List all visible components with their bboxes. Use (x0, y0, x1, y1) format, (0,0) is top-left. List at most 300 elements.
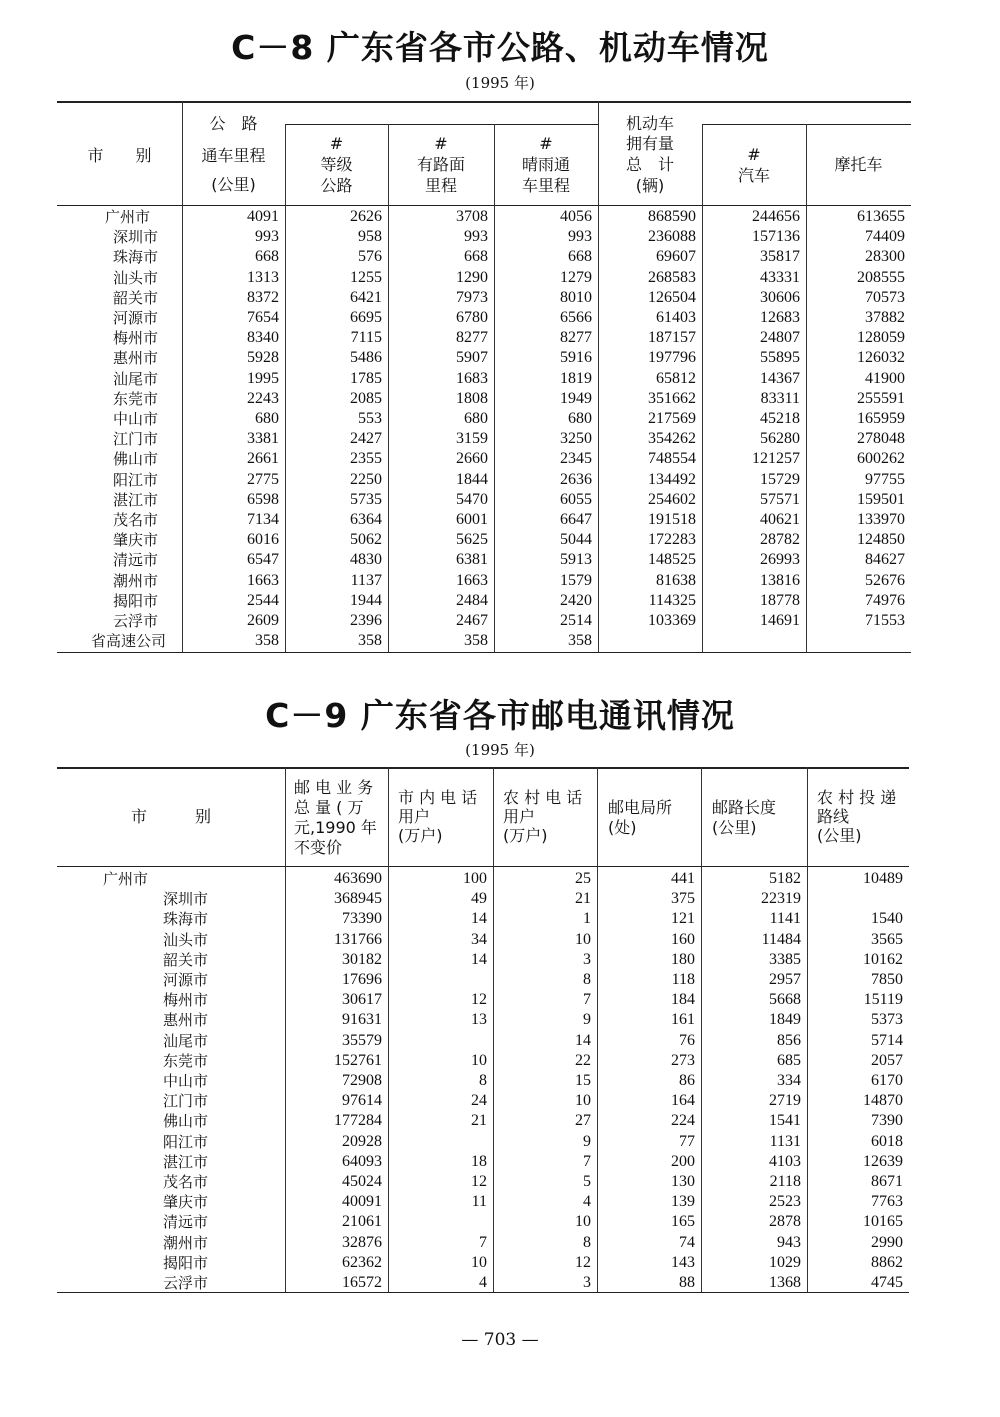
c8-cell-cars: 244656 (752, 208, 800, 225)
c8-cell-region: 肇庆市 (113, 531, 159, 550)
c8-cell-road: 2661 (247, 450, 279, 468)
c9-cell-offices: 165 (671, 1213, 695, 1231)
c9-cell-delivery: 4745 (871, 1274, 903, 1292)
c8-cell-allweather: 1579 (560, 571, 592, 589)
c9-header-urban-3: (万户) (398, 826, 443, 845)
c8-cell-allweather: 8010 (560, 288, 592, 306)
c8-cell-road: 8372 (247, 288, 279, 306)
c9-cell-postal: 16572 (342, 1274, 382, 1292)
c8-table-row (57, 268, 911, 288)
c9-cell-offices: 224 (671, 1112, 695, 1130)
c8-cell-cars: 40621 (760, 511, 800, 529)
c8-table-row (57, 429, 911, 449)
c9-table-row (57, 1233, 909, 1253)
c9-cell-postal: 62362 (342, 1253, 382, 1271)
c9-header-postal-1: 邮 电 业 务 (294, 778, 374, 797)
c9-cell-region: 佛山市 (163, 1112, 209, 1131)
c8-cell-allweather: 3250 (560, 430, 592, 448)
c8-cell-vehicles: 748554 (648, 450, 696, 468)
c9-cell-offices: 184 (671, 991, 695, 1009)
c8-cell-region: 江门市 (113, 430, 159, 449)
c8-cell-motorcycles: 126032 (857, 349, 905, 367)
c9-cell-urban: 8 (479, 1072, 487, 1090)
c8-header-graded-1: 等级 (320, 155, 353, 174)
c8-header-vehicles-2: 拥有量 (625, 134, 674, 153)
c9-cell-rural: 15 (575, 1072, 591, 1090)
c8-cell-motorcycles: 255591 (857, 389, 905, 407)
c8-cell-vehicles: 191518 (648, 511, 696, 529)
c9-cell-offices: 139 (671, 1193, 695, 1211)
c9-cell-urban (388, 1132, 493, 1152)
c9-table-row (57, 909, 909, 929)
c9-cell-region: 汕头市 (163, 930, 209, 949)
c8-cell-allweather: 2636 (560, 470, 592, 488)
c8-cell-allweather: 6566 (560, 309, 592, 327)
c8-header-paved-mark: # (434, 134, 448, 153)
c8-header-road-unit: (公里) (211, 175, 256, 194)
c8-table-row (57, 409, 911, 429)
c8-header-cars-mark: # (747, 145, 761, 164)
c8-cell-road: 5928 (247, 349, 279, 367)
c8-cell-vehicles: 254602 (648, 490, 696, 508)
c8-table-row (57, 530, 911, 550)
c8-cell-region: 深圳市 (113, 228, 159, 247)
c9-year: (1995 年) (465, 741, 535, 759)
c9-cell-rural: 25 (575, 870, 591, 887)
c8-cell-road: 7134 (247, 511, 279, 529)
c8-table-row (57, 348, 911, 368)
c8-cell-cars: 43331 (760, 268, 800, 286)
c9-header-urban-1: 市 内 电 话 (398, 788, 478, 807)
c8-cell-road: 680 (255, 410, 279, 428)
c9-cell-postal: 17696 (342, 971, 382, 989)
c9-table (57, 869, 909, 1293)
c8-table-row (57, 308, 911, 328)
c9-header-rural-3: (万户) (503, 826, 548, 845)
c9-top-rule (57, 767, 909, 769)
c9-table-row (57, 1031, 909, 1051)
c8-cell-road: 1995 (247, 369, 279, 387)
c8-cell-road: 8340 (247, 329, 279, 347)
c8-cell-motorcycles: 70573 (865, 288, 905, 306)
c9-cell-offices: 88 (679, 1274, 695, 1292)
c8-header-graded-2: 公路 (320, 176, 353, 195)
c9-cell-route: 334 (777, 1072, 801, 1090)
c8-cell-vehicles: 354262 (648, 430, 696, 448)
c8-cell-allweather: 1279 (560, 268, 592, 286)
c8-cell-paved: 2660 (456, 450, 488, 468)
c8-cell-graded: 1137 (350, 571, 382, 589)
c8-header-road-length: 通车里程 (201, 146, 266, 165)
c8-cell-motorcycles: 600262 (857, 450, 905, 468)
c9-header-postal-3: 元,1990 年 (294, 818, 377, 837)
c8-cell-allweather: 1949 (560, 389, 592, 407)
c8-cell-paved: 1663 (456, 571, 488, 589)
c8-cell-allweather: 6055 (560, 490, 592, 508)
c9-cell-postal: 131766 (334, 930, 382, 948)
c9-cell-postal: 45024 (342, 1173, 382, 1191)
c9-cell-offices: 74 (679, 1233, 695, 1251)
c8-cell-paved: 5625 (456, 531, 488, 549)
c8-cell-paved: 5907 (456, 349, 488, 367)
c9-cell-region: 惠州市 (163, 1011, 209, 1030)
c9-cell-offices: 273 (671, 1051, 695, 1069)
c8-cell-graded: 2626 (350, 208, 382, 225)
c8-header-vehicles-unit: (辆) (635, 176, 665, 195)
c8-cell-road: 358 (255, 632, 279, 650)
c8-table-row (57, 389, 911, 409)
c8-cell-region: 东莞市 (113, 389, 159, 408)
c8-cell-region: 佛山市 (113, 450, 159, 469)
c8-header-cars: 汽车 (737, 166, 770, 185)
c8-table-row (57, 227, 911, 247)
c8-cell-region: 中山市 (113, 410, 159, 429)
c8-cell-cars: 28782 (760, 531, 800, 549)
c8-cell-vehicles: 172283 (648, 531, 696, 549)
c9-cell-postal: 152761 (334, 1051, 382, 1069)
c8-cell-cars: 55895 (760, 349, 800, 367)
c9-cell-delivery: 5373 (871, 1011, 903, 1029)
c9-cell-route: 1849 (769, 1011, 801, 1029)
c8-cell-cars: 14367 (760, 369, 800, 387)
c9-cell-urban: 13 (471, 1011, 487, 1029)
c8-cell-region: 阳江市 (113, 470, 159, 489)
c9-cell-urban: 7 (479, 1233, 487, 1251)
c8-cell-allweather: 2514 (560, 612, 592, 630)
c8-table-row (57, 591, 911, 611)
c8-cell-road: 2544 (247, 591, 279, 609)
c8-cell-vehicles: 65812 (656, 369, 696, 387)
c9-cell-urban: 11 (471, 1193, 487, 1211)
c8-cell-paved: 5470 (456, 490, 488, 508)
c9-cell-rural: 9 (583, 1011, 591, 1029)
c9-cell-postal: 30617 (342, 991, 382, 1009)
c8-cell-region: 省高速公司 (91, 632, 167, 651)
c9-header-rule (57, 866, 909, 867)
c9-cell-delivery: 10162 (863, 950, 903, 968)
c8-cell-vehicles: 114325 (648, 591, 696, 609)
c8-header-vehicles-3: 总 计 (625, 155, 674, 174)
c8-cell-motorcycles: 208555 (857, 268, 905, 286)
c9-cell-rural: 10 (575, 930, 591, 948)
c9-header-delivery-2: 路线 (817, 807, 850, 826)
c8-cell-cars: 12683 (760, 309, 800, 327)
c8-cell-motorcycles: 128059 (857, 329, 905, 347)
c9-cell-region: 珠海市 (163, 910, 209, 929)
c9-cell-postal: 35579 (342, 1031, 382, 1049)
c9-cell-postal: 368945 (334, 890, 382, 908)
c9-cell-urban: 49 (471, 890, 487, 908)
c9-cell-delivery: 8671 (871, 1173, 903, 1191)
c9-cell-region: 云浮市 (163, 1274, 209, 1293)
c8-cell-graded: 1255 (350, 268, 382, 286)
c9-cell-rural: 4 (583, 1193, 591, 1211)
c9-cell-urban: 10 (471, 1253, 487, 1271)
c9-cell-postal: 20928 (342, 1132, 382, 1150)
c8-cell-road: 1663 (247, 571, 279, 589)
c8-table (57, 207, 911, 651)
c8-cell-vehicles: 197796 (648, 349, 696, 367)
c8-cell-vehicles: 81638 (656, 571, 696, 589)
page-number: — 703 — (461, 1330, 539, 1350)
c8-header-rule (57, 205, 911, 206)
c8-cell-vehicles: 103369 (648, 612, 696, 630)
c9-cell-rural: 8 (583, 971, 591, 989)
c8-table-row (57, 571, 911, 591)
c9-cell-delivery: 14870 (863, 1092, 903, 1110)
c8-table-row (57, 470, 911, 490)
c8-cell-motorcycles: 97755 (865, 470, 905, 488)
c8-cell-motorcycles: 37882 (865, 309, 905, 327)
c8-cell-cars: 83311 (760, 389, 800, 407)
c8-cell-graded: 2250 (350, 470, 382, 488)
c9-cell-region: 东莞市 (163, 1051, 209, 1070)
c9-cell-region: 汕尾市 (163, 1031, 209, 1050)
c8-header-road-top: 公 路 (209, 114, 258, 133)
c9-header-offices-1: 邮电局所 (608, 798, 673, 817)
c9-cell-offices: 77 (679, 1132, 695, 1150)
c8-cell-motorcycles: 74409 (865, 228, 905, 246)
c8-cell-allweather: 993 (568, 228, 592, 246)
c9-cell-region: 阳江市 (163, 1132, 209, 1151)
c9-cell-delivery: 8862 (871, 1253, 903, 1271)
c8-cell-region: 珠海市 (113, 248, 159, 267)
c9-cell-postal: 73390 (342, 910, 382, 928)
c9-cell-delivery: 1540 (871, 910, 903, 928)
c8-table-row (57, 369, 911, 389)
c8-cell-region: 湛江市 (113, 490, 159, 509)
c9-cell-urban: 10 (471, 1051, 487, 1069)
c8-road-subrule (285, 124, 598, 125)
c8-cell-motorcycles: 124850 (857, 531, 905, 549)
c9-cell-offices: 118 (671, 971, 695, 989)
c9-header-rural-1: 农 村 电 话 (503, 788, 583, 807)
c8-cell-paved: 3159 (456, 430, 488, 448)
c8-header-paved-1: 有路面 (416, 155, 465, 174)
c8-cell-road: 2775 (247, 470, 279, 488)
c8-cell-road: 2243 (247, 389, 279, 407)
c8-cell-road: 1313 (247, 268, 279, 286)
c8-cell-motorcycles: 71553 (865, 612, 905, 630)
c9-cell-route: 5182 (769, 870, 801, 887)
c9-cell-region: 中山市 (163, 1072, 209, 1091)
c9-cell-route: 22319 (761, 890, 801, 908)
c9-cell-delivery: 7850 (871, 971, 903, 989)
c9-table-row (57, 950, 909, 970)
c9-cell-region: 河源市 (163, 971, 209, 990)
c8-cell-road: 6547 (247, 551, 279, 569)
c9-table-row (57, 990, 909, 1010)
c9-table-row (57, 1273, 909, 1293)
c8-cell-road: 6016 (247, 531, 279, 549)
c9-cell-route: 3385 (769, 950, 801, 968)
c9-cell-rural: 3 (583, 950, 591, 968)
c9-cell-region: 深圳市 (163, 890, 209, 909)
c9-cell-rural: 7 (583, 1152, 591, 1170)
c8-cell-motorcycles: 278048 (857, 430, 905, 448)
c9-cell-postal: 177284 (334, 1112, 382, 1130)
c8-cell-paved: 7973 (456, 288, 488, 306)
c8-cell-paved: 1844 (456, 470, 488, 488)
c8-cell-cars: 14691 (760, 612, 800, 630)
c8-cell-graded: 5735 (350, 490, 382, 508)
c8-cell-cars: 15729 (760, 470, 800, 488)
c9-cell-offices: 143 (671, 1253, 695, 1271)
c8-cell-paved: 1683 (456, 369, 488, 387)
c9-header-urban-2: 用户 (398, 807, 431, 826)
c8-cell-vehicles: 236088 (648, 228, 696, 246)
c8-cell-graded: 7115 (350, 329, 382, 347)
c8-header-motorcycles: 摩托车 (834, 155, 883, 174)
c8-cell-allweather: 8277 (560, 329, 592, 347)
c9-cell-region: 揭阳市 (163, 1253, 209, 1272)
c9-cell-region: 梅州市 (163, 991, 209, 1010)
c9-cell-postal: 40091 (342, 1193, 382, 1211)
c9-cell-rural: 12 (575, 1253, 591, 1271)
c8-cell-region: 梅州市 (113, 329, 159, 348)
c9-cell-route: 2118 (769, 1173, 801, 1191)
c9-cell-route: 1368 (769, 1274, 801, 1292)
c8-cell-graded: 2355 (350, 450, 382, 468)
c8-cell-vehicles: 217569 (648, 410, 696, 428)
c9-table-row (57, 970, 909, 990)
c9-cell-urban: 14 (471, 950, 487, 968)
c9-cell-delivery: 15119 (863, 991, 903, 1009)
c9-cell-route: 943 (777, 1233, 801, 1251)
c8-cell-vehicles: 148525 (648, 551, 696, 569)
c9-cell-postal: 91631 (342, 1011, 382, 1029)
c8-cell-road: 2609 (247, 612, 279, 630)
c9-cell-urban: 14 (471, 910, 487, 928)
c9-cell-urban: 18 (471, 1152, 487, 1170)
c9-cell-route: 5668 (769, 991, 801, 1009)
c8-cell-road: 6598 (247, 490, 279, 508)
c8-cell-cars: 157136 (752, 228, 800, 246)
c9-cell-rural: 3 (583, 1274, 591, 1292)
c9-cell-postal: 463690 (334, 870, 382, 887)
c9-cell-urban: 12 (471, 1173, 487, 1191)
c8-cell-cars: 24807 (760, 329, 800, 347)
c8-cell-motorcycles (806, 631, 911, 651)
c8-cell-graded: 958 (358, 228, 382, 246)
c9-cell-delivery: 10165 (863, 1213, 903, 1231)
c8-cell-graded: 358 (358, 632, 382, 650)
c9-cell-rural: 10 (575, 1213, 591, 1231)
c9-cell-region: 茂名市 (163, 1173, 209, 1192)
c9-cell-region: 韶关市 (163, 950, 209, 969)
c9-cell-region: 潮州市 (163, 1233, 209, 1252)
c8-bottom-rule (57, 652, 911, 653)
c8-cell-allweather: 5913 (560, 551, 592, 569)
c8-table-row (57, 510, 911, 530)
c8-cell-vehicles: 351662 (648, 389, 696, 407)
c8-cell-graded: 6364 (350, 511, 382, 529)
c9-cell-rural: 1 (583, 910, 591, 928)
c9-cell-route: 11484 (761, 930, 801, 948)
c8-cell-allweather: 6647 (560, 511, 592, 529)
c8-cell-graded: 6421 (350, 288, 382, 306)
c9-cell-postal: 97614 (342, 1092, 382, 1110)
c8-cell-paved: 1808 (456, 389, 488, 407)
c9-cell-route: 856 (777, 1031, 801, 1049)
c8-cell-road: 7654 (247, 309, 279, 327)
c8-cell-allweather: 5044 (560, 531, 592, 549)
c8-cell-cars: 26993 (760, 551, 800, 569)
c9-cell-urban: 12 (471, 991, 487, 1009)
c8-header-paved-2: 里程 (424, 176, 457, 195)
c9-table-row (57, 1111, 909, 1131)
c9-cell-route: 1541 (769, 1112, 801, 1130)
c9-header-route-2: (公里) (712, 818, 757, 837)
c9-header-route-1: 邮路长度 (712, 798, 777, 817)
c8-cell-cars: 13816 (760, 571, 800, 589)
c9-table-row (57, 1091, 909, 1111)
c8-cell-vehicles: 69607 (656, 248, 696, 266)
c8-cell-motorcycles: 84627 (865, 551, 905, 569)
c8-cell-graded: 5486 (350, 349, 382, 367)
c8-cell-graded: 2085 (350, 389, 382, 407)
c8-table-row (57, 247, 911, 267)
c9-table-row (57, 1051, 909, 1071)
c8-cell-region: 潮州市 (113, 571, 159, 590)
c9-table-row (57, 1152, 909, 1172)
c8-cell-paved: 993 (464, 228, 488, 246)
c8-cell-paved: 6780 (456, 309, 488, 327)
c9-cell-urban: 100 (463, 870, 487, 887)
c8-cell-region: 惠州市 (113, 349, 159, 368)
c9-cell-offices: 86 (679, 1072, 695, 1090)
c9-cell-postal: 64093 (342, 1152, 382, 1170)
c9-cell-delivery: 6018 (871, 1132, 903, 1150)
c9-cell-route: 685 (777, 1051, 801, 1069)
c9-cell-delivery: 5714 (871, 1031, 903, 1049)
c8-header-allweather-2: 车里程 (521, 176, 570, 195)
c8-header-vehicles-1: 机动车 (625, 114, 674, 133)
c9-cell-postal: 32876 (342, 1233, 382, 1251)
c8-year: (1995 年) (465, 74, 535, 92)
c8-cell-cars: 121257 (752, 450, 800, 468)
c8-cell-allweather: 2420 (560, 591, 592, 609)
c9-cell-rural: 21 (575, 890, 591, 908)
c8-cell-motorcycles: 613655 (857, 208, 905, 225)
c8-table-row (57, 328, 911, 348)
c9-cell-rural: 14 (575, 1031, 591, 1049)
c9-cell-rural: 7 (583, 991, 591, 1009)
c9-cell-urban: 34 (471, 930, 487, 948)
c8-cell-cars: 45218 (760, 410, 800, 428)
c8-cell-region: 揭阳市 (113, 591, 159, 610)
c9-table-row (57, 1010, 909, 1030)
c9-cell-route: 1141 (769, 910, 801, 928)
c8-cell-allweather: 5916 (560, 349, 592, 367)
c8-table-row (57, 207, 911, 227)
c8-top-rule (57, 101, 911, 103)
c8-cell-paved: 6001 (456, 511, 488, 529)
c8-cell-allweather: 668 (568, 248, 592, 266)
c8-cell-vehicles: 187157 (648, 329, 696, 347)
c9-header-postal-4: 不变价 (294, 838, 343, 857)
c9-cell-delivery: 6170 (871, 1072, 903, 1090)
c9-cell-offices: 160 (671, 930, 695, 948)
c9-table-row (57, 1172, 909, 1192)
c9-cell-urban: 4 (479, 1274, 487, 1292)
c8-cell-paved: 2467 (456, 612, 488, 630)
c8-cell-paved: 3708 (456, 208, 488, 225)
c9-cell-route: 1131 (769, 1132, 801, 1150)
c9-table-row (57, 869, 909, 889)
c8-cell-graded: 576 (358, 248, 382, 266)
c8-cell-vehicles: 868590 (648, 208, 696, 225)
